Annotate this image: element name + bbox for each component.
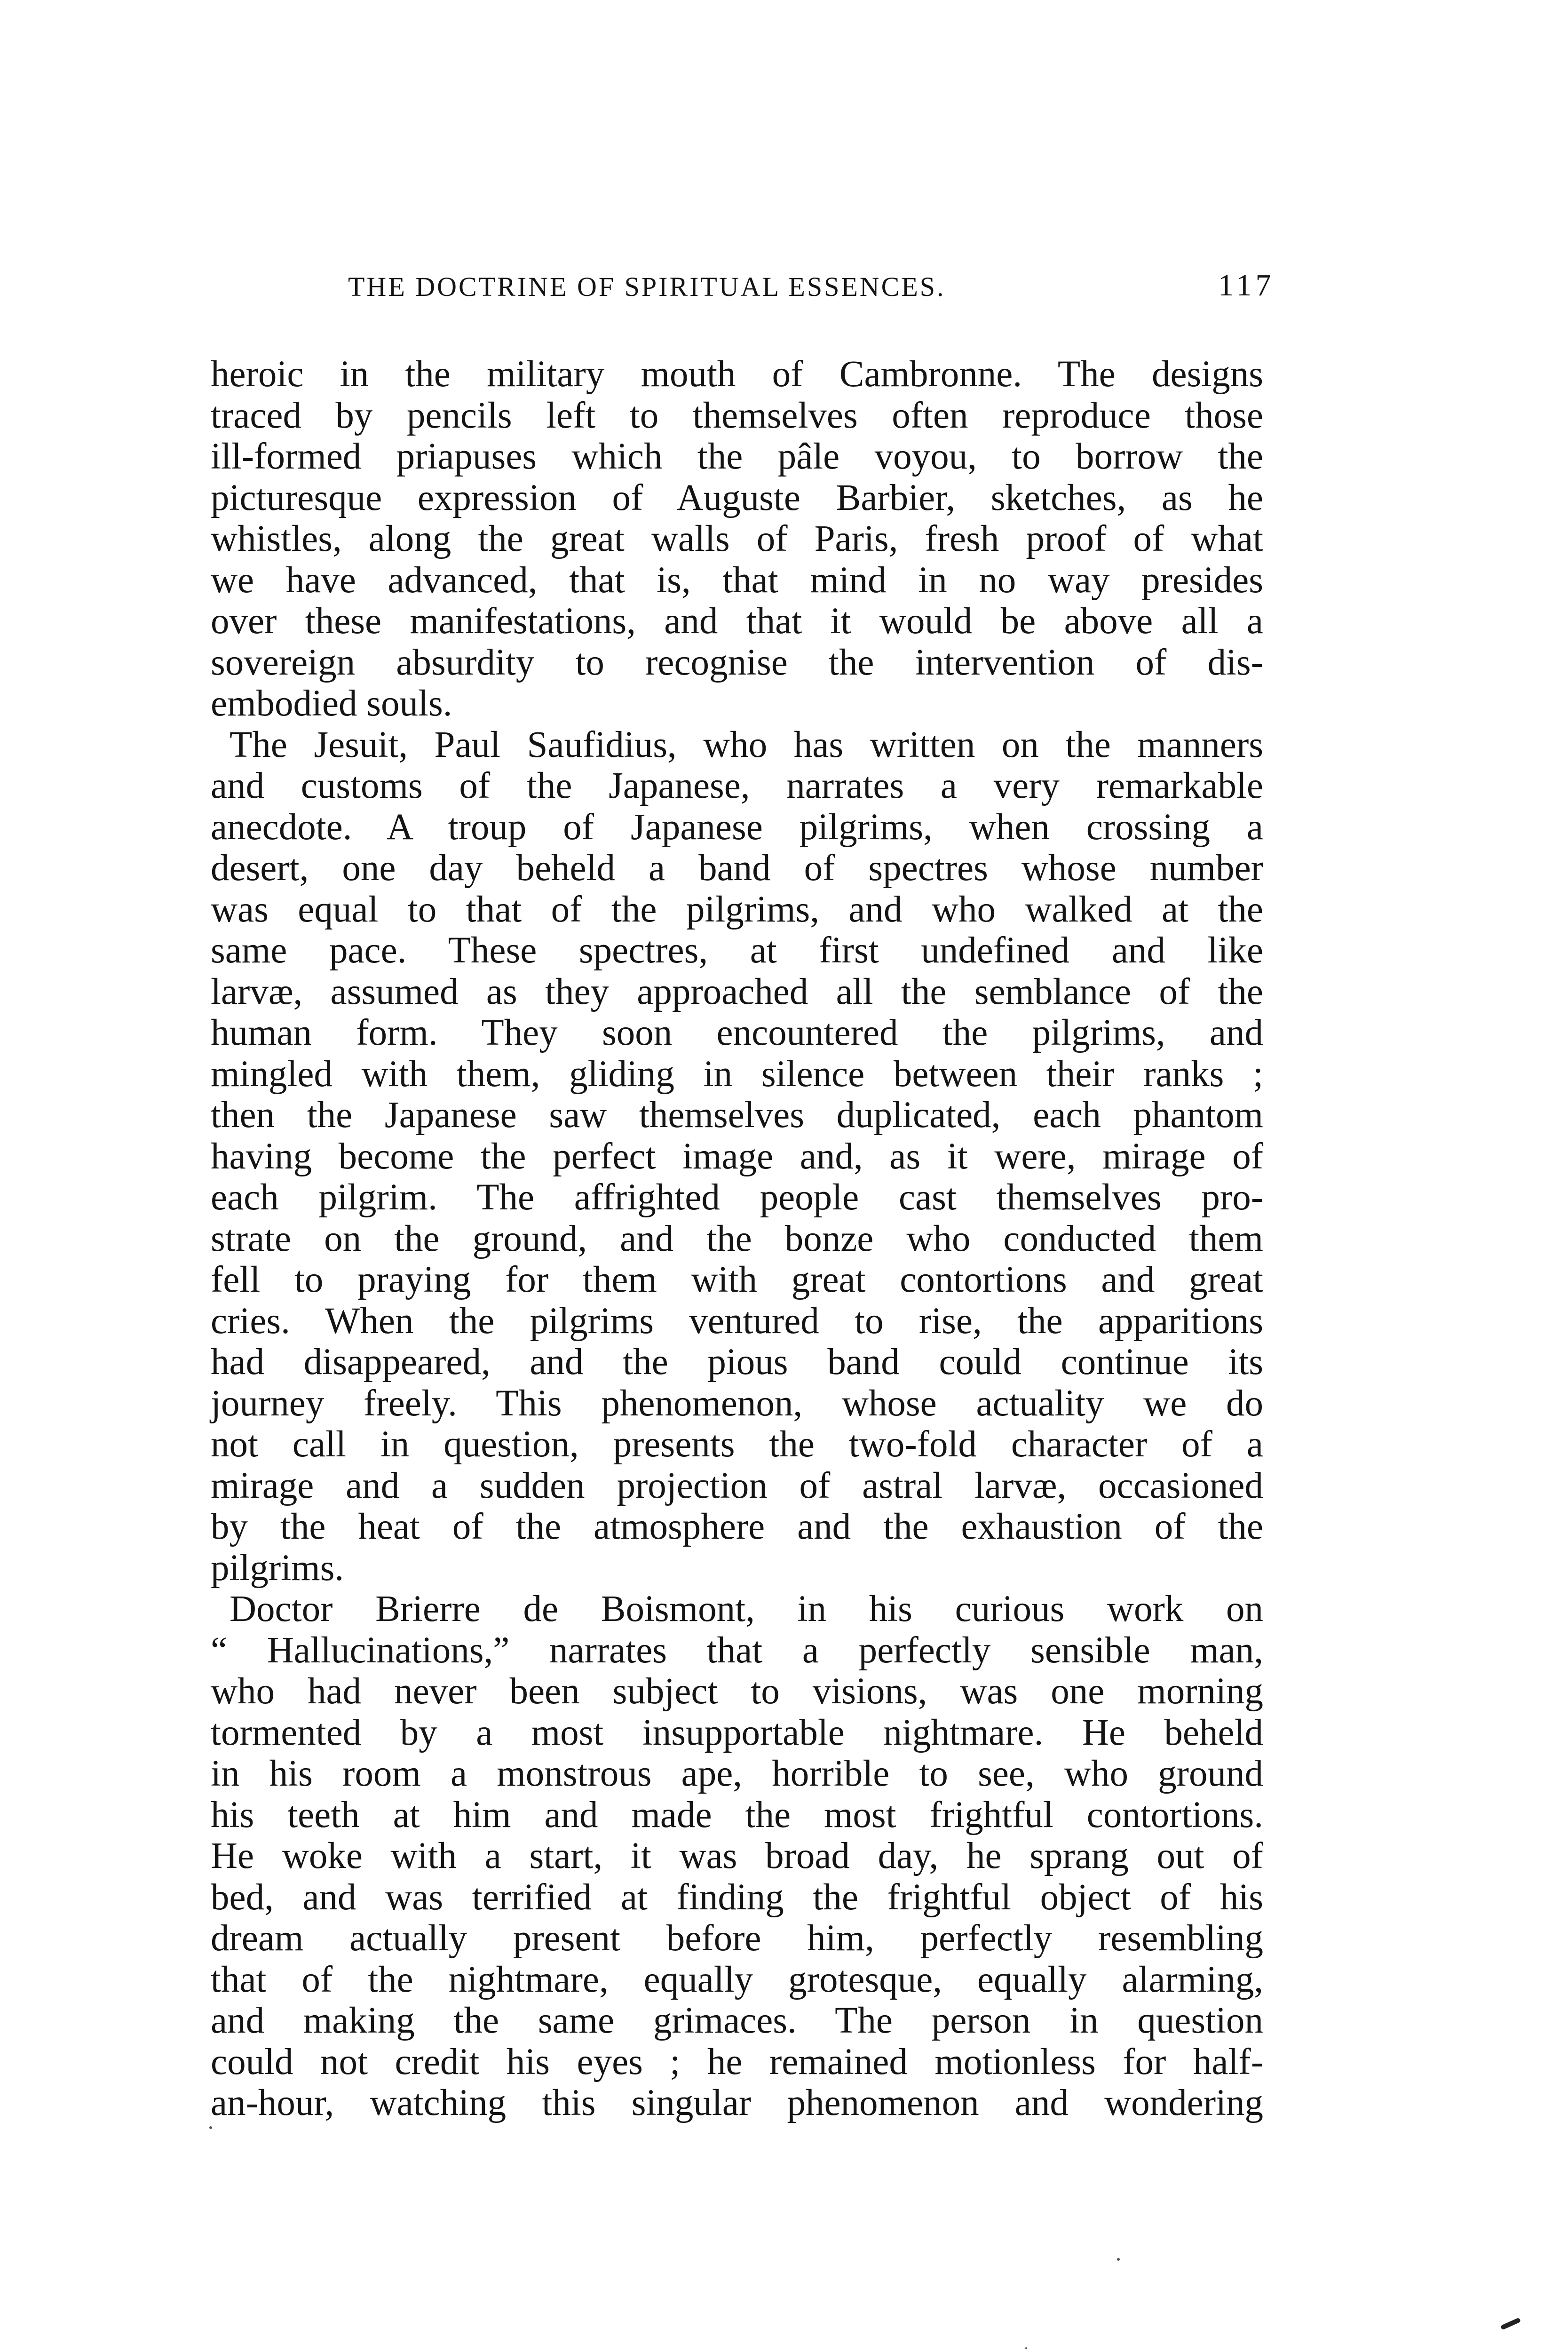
text-line: cries. When the pilgrims ventured to rise, the apparitions xyxy=(211,1300,1263,1342)
body-text xyxy=(211,354,1263,2124)
text-line: desert, one day beheld a band of spectres whose number xyxy=(211,848,1263,889)
text-line: who had never been subject to visions, was one morning xyxy=(211,1671,1263,1712)
text-line: mingled with them, gliding in silence between their ranks ; xyxy=(211,1053,1263,1095)
text-line: human form. They soon encountered the pilgrims, and xyxy=(211,1012,1263,1053)
text-line: pilgrims. xyxy=(211,1547,344,1589)
dust-speck xyxy=(1117,2258,1120,2261)
text-line: heroic in the military mouth of Cambronne. The designs xyxy=(211,354,1263,395)
running-title: THE DOCTRINE OF SPIRITUAL ESSENCES. xyxy=(348,271,946,302)
text-line: had disappeared, and the pious band could continue its xyxy=(211,1342,1263,1383)
text-line: strate on the ground, and the bonze who conducted them xyxy=(211,1218,1263,1259)
text-line: whistles, along the great walls of Paris, fresh proof of what xyxy=(211,518,1263,559)
text-line: mirage and a sudden projection of astral larvæ, occasioned xyxy=(211,1465,1263,1506)
text-line: picturesque expression of Auguste Barbier, sketches, as he xyxy=(211,477,1263,518)
text-line: sovereign absurdity to recognise the intervention of dis- xyxy=(211,642,1263,683)
text-line: his teeth at him and made the most frightful contortions. xyxy=(211,1794,1263,1836)
ink-mark xyxy=(1500,2317,1521,2330)
text-line: then the Japanese saw themselves duplicated, each phantom xyxy=(211,1095,1263,1136)
text-line: dream actually present before him, perfectly resembling xyxy=(211,1918,1263,1959)
text-line: in his room a monstrous ape, horrible to see, who ground xyxy=(211,1753,1263,1794)
text-line: anecdote. A troup of Japanese pilgrims, when crossing a xyxy=(211,806,1263,848)
text-line: by the heat of the atmosphere and the exhaustion of the xyxy=(211,1506,1263,1547)
text-line: larvæ, assumed as they approached all the semblance of the xyxy=(211,971,1263,1012)
text-line: fell to praying for them with great contortions and great xyxy=(211,1259,1263,1300)
text-line: could not credit his eyes ; he remained motionless for half- xyxy=(211,2041,1263,2082)
text-line: The Jesuit, Paul Saufidius, who has written on the manners xyxy=(230,724,1263,765)
text-line: not call in question, presents the two-fold character of a xyxy=(211,1424,1263,1465)
text-line: ill-formed priapuses which the pâle voyou, to borrow the xyxy=(211,436,1263,477)
text-line: embodied souls. xyxy=(211,683,452,724)
text-line: and making the same grimaces. The person in question xyxy=(211,2000,1263,2041)
text-line: “ Hallucinations,” narrates that a perfectly sensible man, xyxy=(211,1629,1263,1671)
text-line: having become the perfect image and, as it were, mirage of xyxy=(211,1136,1263,1177)
text-line: traced by pencils left to themselves often reproduce those xyxy=(211,395,1263,436)
text-line: and customs of the Japanese, narrates a very remarkable xyxy=(211,765,1263,806)
text-line: Doctor Brierre de Boismont, in his curious work on xyxy=(230,1589,1263,1629)
text-line: He woke with a start, it was broad day, he sprang out of xyxy=(211,1836,1263,1876)
text-line: that of the nightmare, equally grotesque, equally alarming, xyxy=(211,1959,1263,2000)
text-line: journey freely. This phenomenon, whose actuality we do xyxy=(211,1383,1263,1424)
text-line: was equal to that of the pilgrims, and who walked at the xyxy=(211,889,1263,930)
text-line: same pace. These spectres, at first undefined and like xyxy=(211,930,1263,971)
text-line: over these manifestations, and that it would be above all a xyxy=(211,601,1263,642)
text-line: an-hour, watching this singular phenomenon and wondering xyxy=(211,2082,1263,2123)
text-line: tormented by a most insupportable nightmare. He beheld xyxy=(211,1712,1263,1753)
text-line: bed, and was terrified at finding the frightful object of his xyxy=(211,1876,1263,1918)
text-line: each pilgrim. The affrighted people cast themselves pro- xyxy=(211,1177,1263,1218)
dust-speck xyxy=(1025,2347,1027,2349)
dust-speck xyxy=(209,2126,212,2129)
page-number: 117 xyxy=(1218,268,1275,302)
text-line: we have advanced, that is, that mind in no way presides xyxy=(211,559,1263,601)
